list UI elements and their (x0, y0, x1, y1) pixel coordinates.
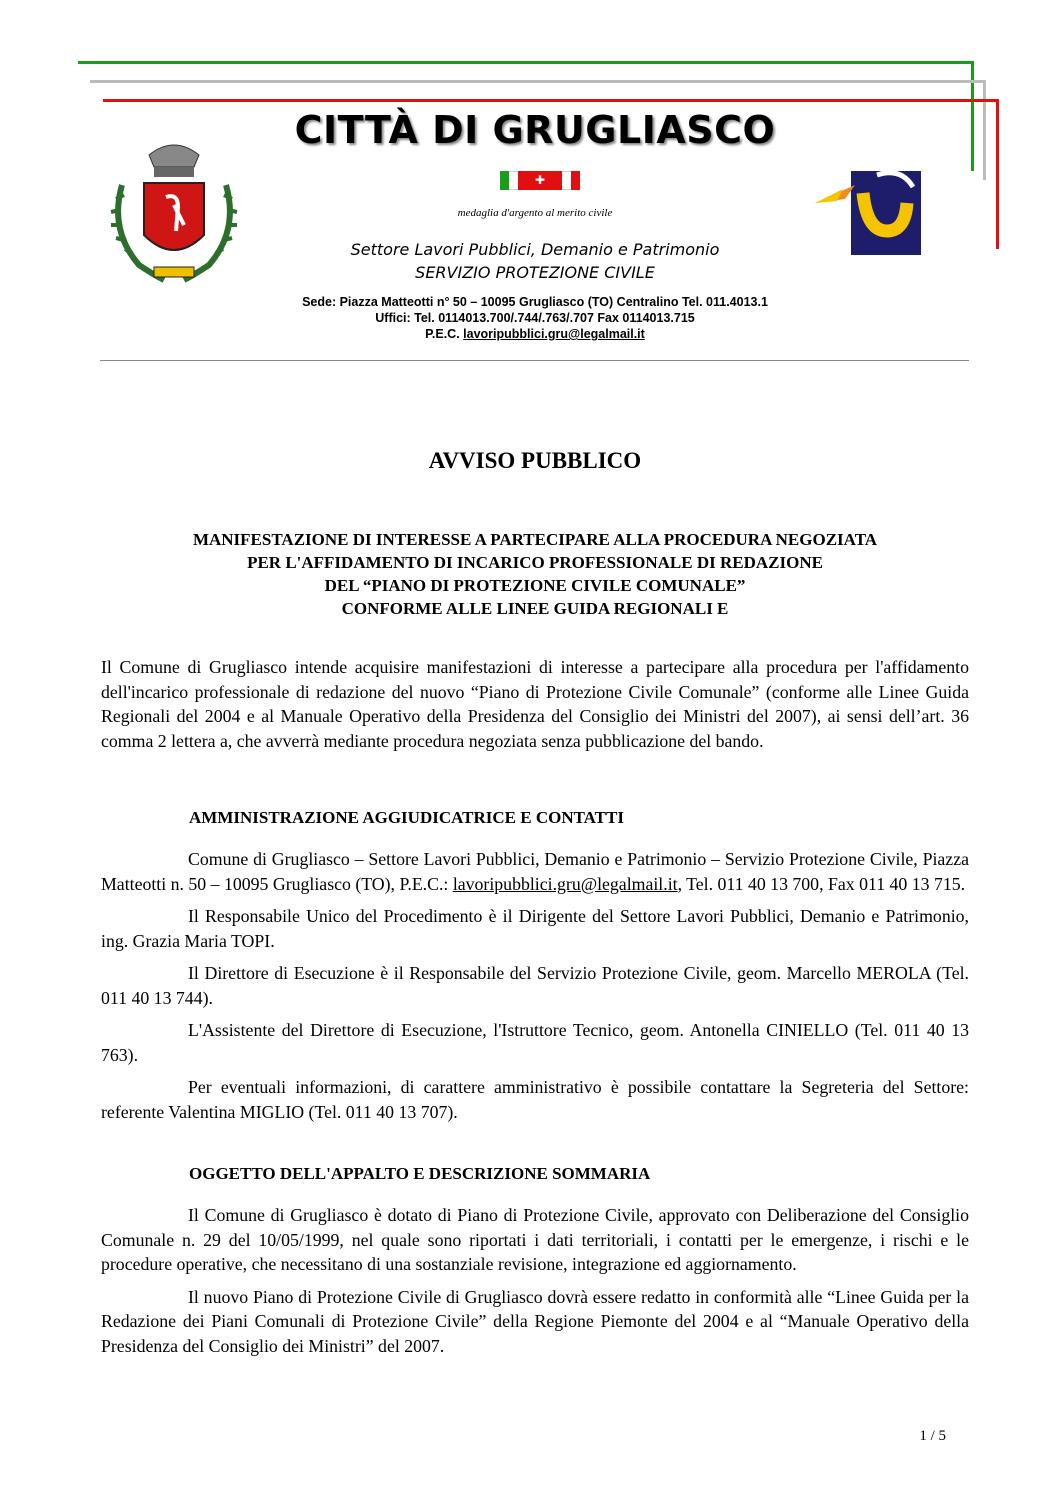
s1-paragraph-3: Il Direttore di Esecuzione è il Responsabile del Servizio Protezione Civile, geom. Marcello MEROLA (Tel. 011 40 13 744). (101, 963, 969, 1008)
section2-heading: OGGETTO DELL'APPALTO E DESCRIZIONE SOMMARIA (189, 1164, 651, 1183)
section2-body (101, 1203, 969, 1366)
s1-paragraph-1 (101, 847, 969, 896)
sede-block (200, 294, 870, 342)
green-top-line (78, 61, 974, 64)
s2-paragraph-1: Il Comune di Grugliasco è dotato di Piano di Protezione Civile, approvato con Deliberazione del Consiglio Comunale n. 29 del 10/05/1999, nel quale sono riportati i dati territoriali, i contatti per le emergenze, i rischi e le procedure operative, che necessitano di una sostanziale revisione, integrazione ed aggiornamento. (101, 1205, 969, 1274)
manif-line-3: DEL “PIANO DI PROTEZIONE CIVILE COMUNALE” (324, 576, 746, 595)
section1-body (101, 847, 969, 1132)
servizio-line: SERVIZIO PROTEZIONE CIVILE (415, 263, 655, 282)
s1-p1-text-b: , Tel. 011 40 13 700, Fax 011 40 13 715. (677, 873, 966, 894)
protezione-civile-logo (815, 163, 930, 255)
intro-paragraph-block (101, 655, 969, 761)
header-divider (100, 360, 969, 361)
manifestazione-title (100, 528, 970, 620)
s1-p1-text-a: Comune di Grugliasco – Settore Lavori Pubblici, Demanio e Patrimonio – Servizio Protezione Civile, Piazza Matteotti n. 50 – 10095 Grugliasco (TO), P.E.C.: (101, 849, 969, 894)
page-number: 1 / 5 (919, 1428, 946, 1444)
flags-banner (500, 171, 580, 190)
medal-text: medaglia d'argento al merito civile (457, 207, 613, 219)
coat-of-arms-logo (104, 135, 244, 285)
pec-email-link[interactable]: lavoripubblici.gru@legalmail.it (463, 327, 645, 341)
italian-flag-icon (500, 171, 527, 190)
red-top-line (103, 99, 999, 102)
sede-line: Sede: Piazza Matteotti n° 50 – 10095 Grugliasco (TO) Centralino Tel. 011.4013.1 (302, 295, 768, 309)
avviso-title: AVVISO PUBBLICO (428, 448, 642, 473)
green-right-line (971, 61, 974, 171)
s1-paragraph-2: Il Responsabile Unico del Procedimento è il Dirigente del Settore Lavori Pubblici, Demanio e Patrimonio, ing. Grazia Maria TOPI. (101, 906, 969, 951)
pec-label: P.E.C. (425, 327, 460, 341)
gray-top-line (90, 80, 986, 83)
pec-line (200, 326, 870, 342)
settore-block (250, 238, 820, 284)
s1-paragraph-4: L'Assistente del Direttore di Esecuzione, l'Istruttore Tecnico, geom. Antonella CINIELLO (Tel. 011 40 13 763). (101, 1020, 969, 1065)
city-title: CITTÀ DI GRUGLIASCO (294, 108, 776, 152)
s1-pec-email-link[interactable]: lavoripubblici.gru@legalmail.it (452, 873, 678, 894)
manif-line-2: PER L'AFFIDAMENTO DI INCARICO PROFESSIONALE DI REDAZIONE (247, 553, 823, 572)
gray-right-line (983, 80, 986, 180)
manif-line-4: CONFORME ALLE LINEE GUIDA REGIONALI E (341, 599, 729, 618)
s2-paragraph-2: Il nuovo Piano di Protezione Civile di Grugliasco dovrà essere redatto in conformità alle “Linee Guida per la Redazione dei Piani Comunali di Protezione Civile” della Regione Piemonte del 2004 e al “Manuale Operativo della Presidenza del Consiglio dei Ministri” del 2007. (101, 1286, 969, 1356)
intro-paragraph: Il Comune di Grugliasco intende acquisire manifestazioni di interesse a partecipare alla procedura per l'affidamento dell'incarico professionale di redazione del nuovo “Piano di Protezione Civile Comunale” (conforme alle Linee Guida Regionali del 2004 e al Manuale Operativo della Presidenza del Consiglio dei Ministri del 2007), ai sensi dell’art. 36 comma 2 lettera a, che avverrà mediante procedura negoziata senza pubblicazione del bando. (101, 657, 969, 751)
red-white-flag-icon (553, 171, 580, 190)
section1-heading: AMMINISTRAZIONE AGGIUDICATRICE E CONTATTI (189, 808, 624, 827)
uffici-line: Uffici: Tel. 0114013.700/.744/.763/.707 Fax 0114013.715 (375, 311, 695, 325)
piedmont-flag-icon: ✚ (527, 171, 554, 190)
manif-line-1: MANIFESTAZIONE DI INTERESSE A PARTECIPARE ALLA PROCEDURA NEGOZIATA (192, 530, 878, 549)
s1-paragraph-5: Per eventuali informazioni, di carattere amministrativo è possibile contattare la Segreteria del Settore: referente Valentina MIGLIO (Tel. 011 40 13 707). (101, 1077, 969, 1122)
settore-line: Settore Lavori Pubblici, Demanio e Patrimonio (350, 240, 720, 259)
red-right-line (996, 99, 999, 249)
